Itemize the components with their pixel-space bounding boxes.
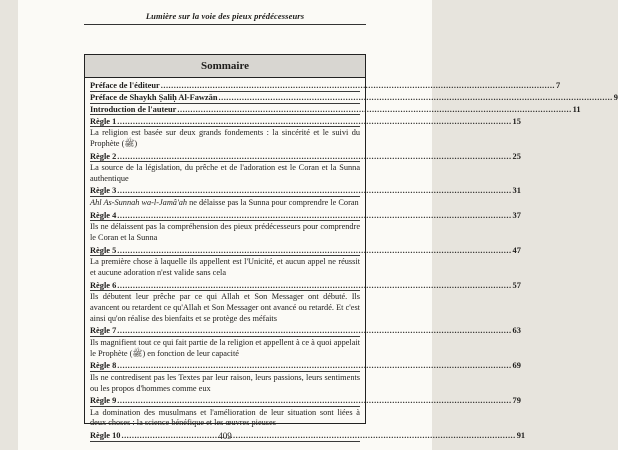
toc-entry-description-text: Ils débutent leur prêche par ce qui Allah et Son Messager ont débuté. Ils avancent ou retardent ce qu'Allah et Son Messager ont avancé ou retardé. Et c'est ainsi qu'on réalise des bienfaits et se protège des méfaits [90,292,360,323]
toc-entry-description [90,127,360,150]
dot-leader [117,152,511,162]
toc-entry-page: 47 [512,245,521,255]
toc-entry-page: 91 [516,431,526,441]
toc-entry-label: Règle 1 [90,116,117,126]
dot-leader [117,396,511,406]
dot-leader [117,186,511,196]
toc-entry-description-text: La première chose à laquelle ils appellent est l'Unicité, et aucun appel ne réussit et aucune adoration n'est valide sans cela [90,257,360,277]
book-page [18,0,618,450]
toc-entry-page: 11 [572,104,581,114]
toc-entry-description [90,407,360,430]
toc-entry-label: Règle 5 [90,245,117,255]
toc-entry-label: Préface de Shaykh Ṣaliḥ Al-Fawzān [90,92,218,102]
toc-entry [90,104,581,116]
toc-entry [90,116,521,128]
toc-entry-page: 69 [512,361,521,371]
toc-entry-description [90,372,360,395]
dot-leader [161,81,555,91]
dot-leader [117,326,511,336]
dot-leader [117,211,511,221]
toc-entry [90,210,521,222]
toc-entry-description-text: La source de la législation, du prêche et de l'adoration est le Coran et la Sunna authentique [90,163,360,183]
toc-entry-page: 15 [512,116,521,126]
toc-entry [90,361,521,372]
dot-leader [117,246,511,256]
toc-list [85,78,618,442]
toc-entry-description [90,291,360,325]
toc-entry [90,396,521,407]
toc-entry-page: 31 [512,186,521,196]
dot-leader [177,105,571,115]
toc-entry [90,151,521,163]
toc-entry-description [90,337,360,360]
toc-entry-label: Préface de l'éditeur [90,81,160,91]
toc-entry [90,81,561,92]
toc-entry-description-text: La religion est basée sur deux grands fondements : la sincérité et le suivi du Prophète (ﷺ) [90,128,360,148]
toc-entry-description-text: La domination des musulmans et l'amélioration de leur situation sont liées à deux choses : la science bénéfique et les œuvres pieuses [90,407,360,428]
toc-entry-description [90,197,360,210]
toc-entry-description-lead: Ahl As-Sunnah wa-l-Jamâ'ah [90,198,188,208]
dot-leader [117,117,511,127]
toc-entry-label: Règle 3 [90,186,117,196]
toc-entry-label: Règle 4 [90,210,117,220]
toc-entry-page: 9 [613,92,618,102]
toc-entry-page: 25 [512,151,521,161]
toc-entry-label: Règle 9 [90,396,117,406]
toc-entry-description-text: Ils ne contredisent pas les Textes par leur raison, leurs passions, leurs sentiments ou les propos d'hommes comme eux [90,372,360,393]
header-rule [84,24,366,25]
toc-entry-description-text: Ils magnifient tout ce qui fait partie de la religion et appellent à ce à quoi appelait le Prophète (ﷺ) en fonction de leur capacité [90,337,361,358]
toc-entry [90,186,521,197]
toc-entry-label: Règle 7 [90,326,117,336]
dot-leader [117,361,511,371]
toc-entry-label: Règle 6 [90,280,117,290]
toc-entry-description [90,221,360,244]
toc-entry-page: 7 [556,81,561,91]
toc-entry [90,92,618,104]
toc-entry-page: 37 [512,210,521,220]
toc-entry-label: Règle 8 [90,361,117,371]
dot-leader [219,93,613,103]
dot-leader [117,281,511,291]
page-number: 409 [218,431,232,441]
toc-entry [90,326,521,337]
toc-entry [90,245,521,257]
toc-entry-label: Introduction de l'auteur [90,104,177,114]
toc-entry-label: Règle 10 [90,431,121,441]
toc-title: Sommaire [85,55,365,78]
toc-entry-description-text: Ils ne délaissent pas la compréhension des pieux prédécesseurs pour comprendre le Coran et la Sunna [90,222,360,243]
toc-entry-page: 63 [512,326,521,336]
toc-entry [90,280,521,292]
toc-entry-description [90,162,360,185]
toc-entry-description-text: ne délaisse pas la Sunna pour comprendre le Coran [187,198,359,208]
running-header: Lumière sur la voie des pieux prédécesseurs [145,11,305,21]
toc-entry-label: Règle 2 [90,151,117,161]
toc-entry-description [90,256,360,279]
toc-entry-page: 57 [512,280,521,290]
toc-entry-page: 79 [512,396,521,406]
